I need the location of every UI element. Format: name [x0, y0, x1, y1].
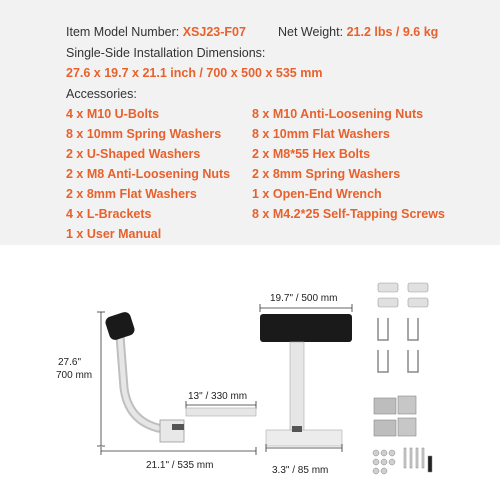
u-washer-icon — [408, 298, 428, 307]
arm-length-label: 13" / 330 mm — [188, 391, 248, 402]
accessory-left-item: 4 x L-Brackets — [66, 207, 152, 221]
model-number-label: Item Model Number: — [66, 25, 180, 39]
accessory-left-item: 2 x U-Shaped Washers — [66, 147, 201, 161]
dimensions-label: Single-Side Installation Dimensions: — [66, 46, 266, 60]
height-in-label: 27.6" — [58, 357, 82, 368]
u-washer-icon — [378, 298, 398, 307]
nuts-washers-screws-icon — [373, 448, 432, 474]
front-pad-icon — [260, 314, 352, 342]
l-bracket-icon — [374, 420, 396, 436]
l-bracket-icon — [374, 398, 396, 414]
accessory-left-item: 1 x User Manual — [66, 227, 162, 241]
accessory-parts-icons — [373, 283, 432, 474]
accessory-right-item: 8 x 10mm Flat Washers — [252, 127, 390, 141]
l-bracket-icon — [398, 396, 416, 414]
model-number-value: XSJ23-F07 — [182, 25, 246, 39]
arm-tube-icon — [186, 408, 256, 416]
side-bracket-icon — [160, 420, 184, 442]
accessory-left-item: 2 x 8mm Flat Washers — [66, 187, 197, 201]
base-length-label: 21.1" / 535 mm — [146, 460, 214, 471]
front-base-tube-icon — [266, 430, 342, 446]
side-pad-icon — [104, 311, 136, 342]
accessory-right-item: 8 x M4.2*25 Self-Tapping Screws — [252, 207, 445, 221]
tube-width-label: 3.3" / 85 mm — [272, 465, 329, 476]
accessory-left-item: 2 x M8 Anti-Loosening Nuts — [66, 167, 231, 181]
accessory-right-item: 2 x M8*55 Hex Bolts — [252, 147, 371, 161]
net-weight-label: Net Weight: — [278, 25, 344, 39]
height-mm-label: 700 mm — [56, 370, 93, 381]
accessory-left-item: 4 x M10 U-Bolts — [66, 107, 160, 121]
base-length-dimension-line — [101, 447, 256, 455]
accessories-label: Accessories: — [66, 87, 137, 101]
u-washer-icon — [408, 283, 428, 292]
side-view-tripod — [104, 311, 184, 442]
pad-width-label: 19.7" / 500 mm — [270, 293, 338, 304]
accessory-right-item: 2 x 8mm Spring Washers — [252, 167, 401, 181]
dimensions-value: 27.6 x 19.7 x 21.1 inch / 700 x 500 x 535 mm — [66, 66, 323, 80]
u-bolt-icon — [408, 318, 418, 340]
u-bolt-icon — [378, 350, 388, 372]
height-dimension-line — [97, 312, 105, 446]
front-view-tripod — [260, 314, 352, 446]
pad-width-dimension-line — [260, 304, 352, 312]
accessory-right-item: 1 x Open-End Wrench — [252, 187, 382, 201]
u-bolt-icon — [378, 318, 388, 340]
l-bracket-icon — [398, 418, 416, 436]
accessory-right-item: 8 x M10 Anti-Loosening Nuts — [252, 107, 424, 121]
front-post-icon — [290, 342, 304, 432]
net-weight-value: 21.2 lbs / 9.6 kg — [346, 25, 439, 39]
u-bolt-icon — [408, 350, 418, 372]
u-washer-icon — [378, 283, 398, 292]
accessory-left-item: 8 x 10mm Spring Washers — [66, 127, 222, 141]
